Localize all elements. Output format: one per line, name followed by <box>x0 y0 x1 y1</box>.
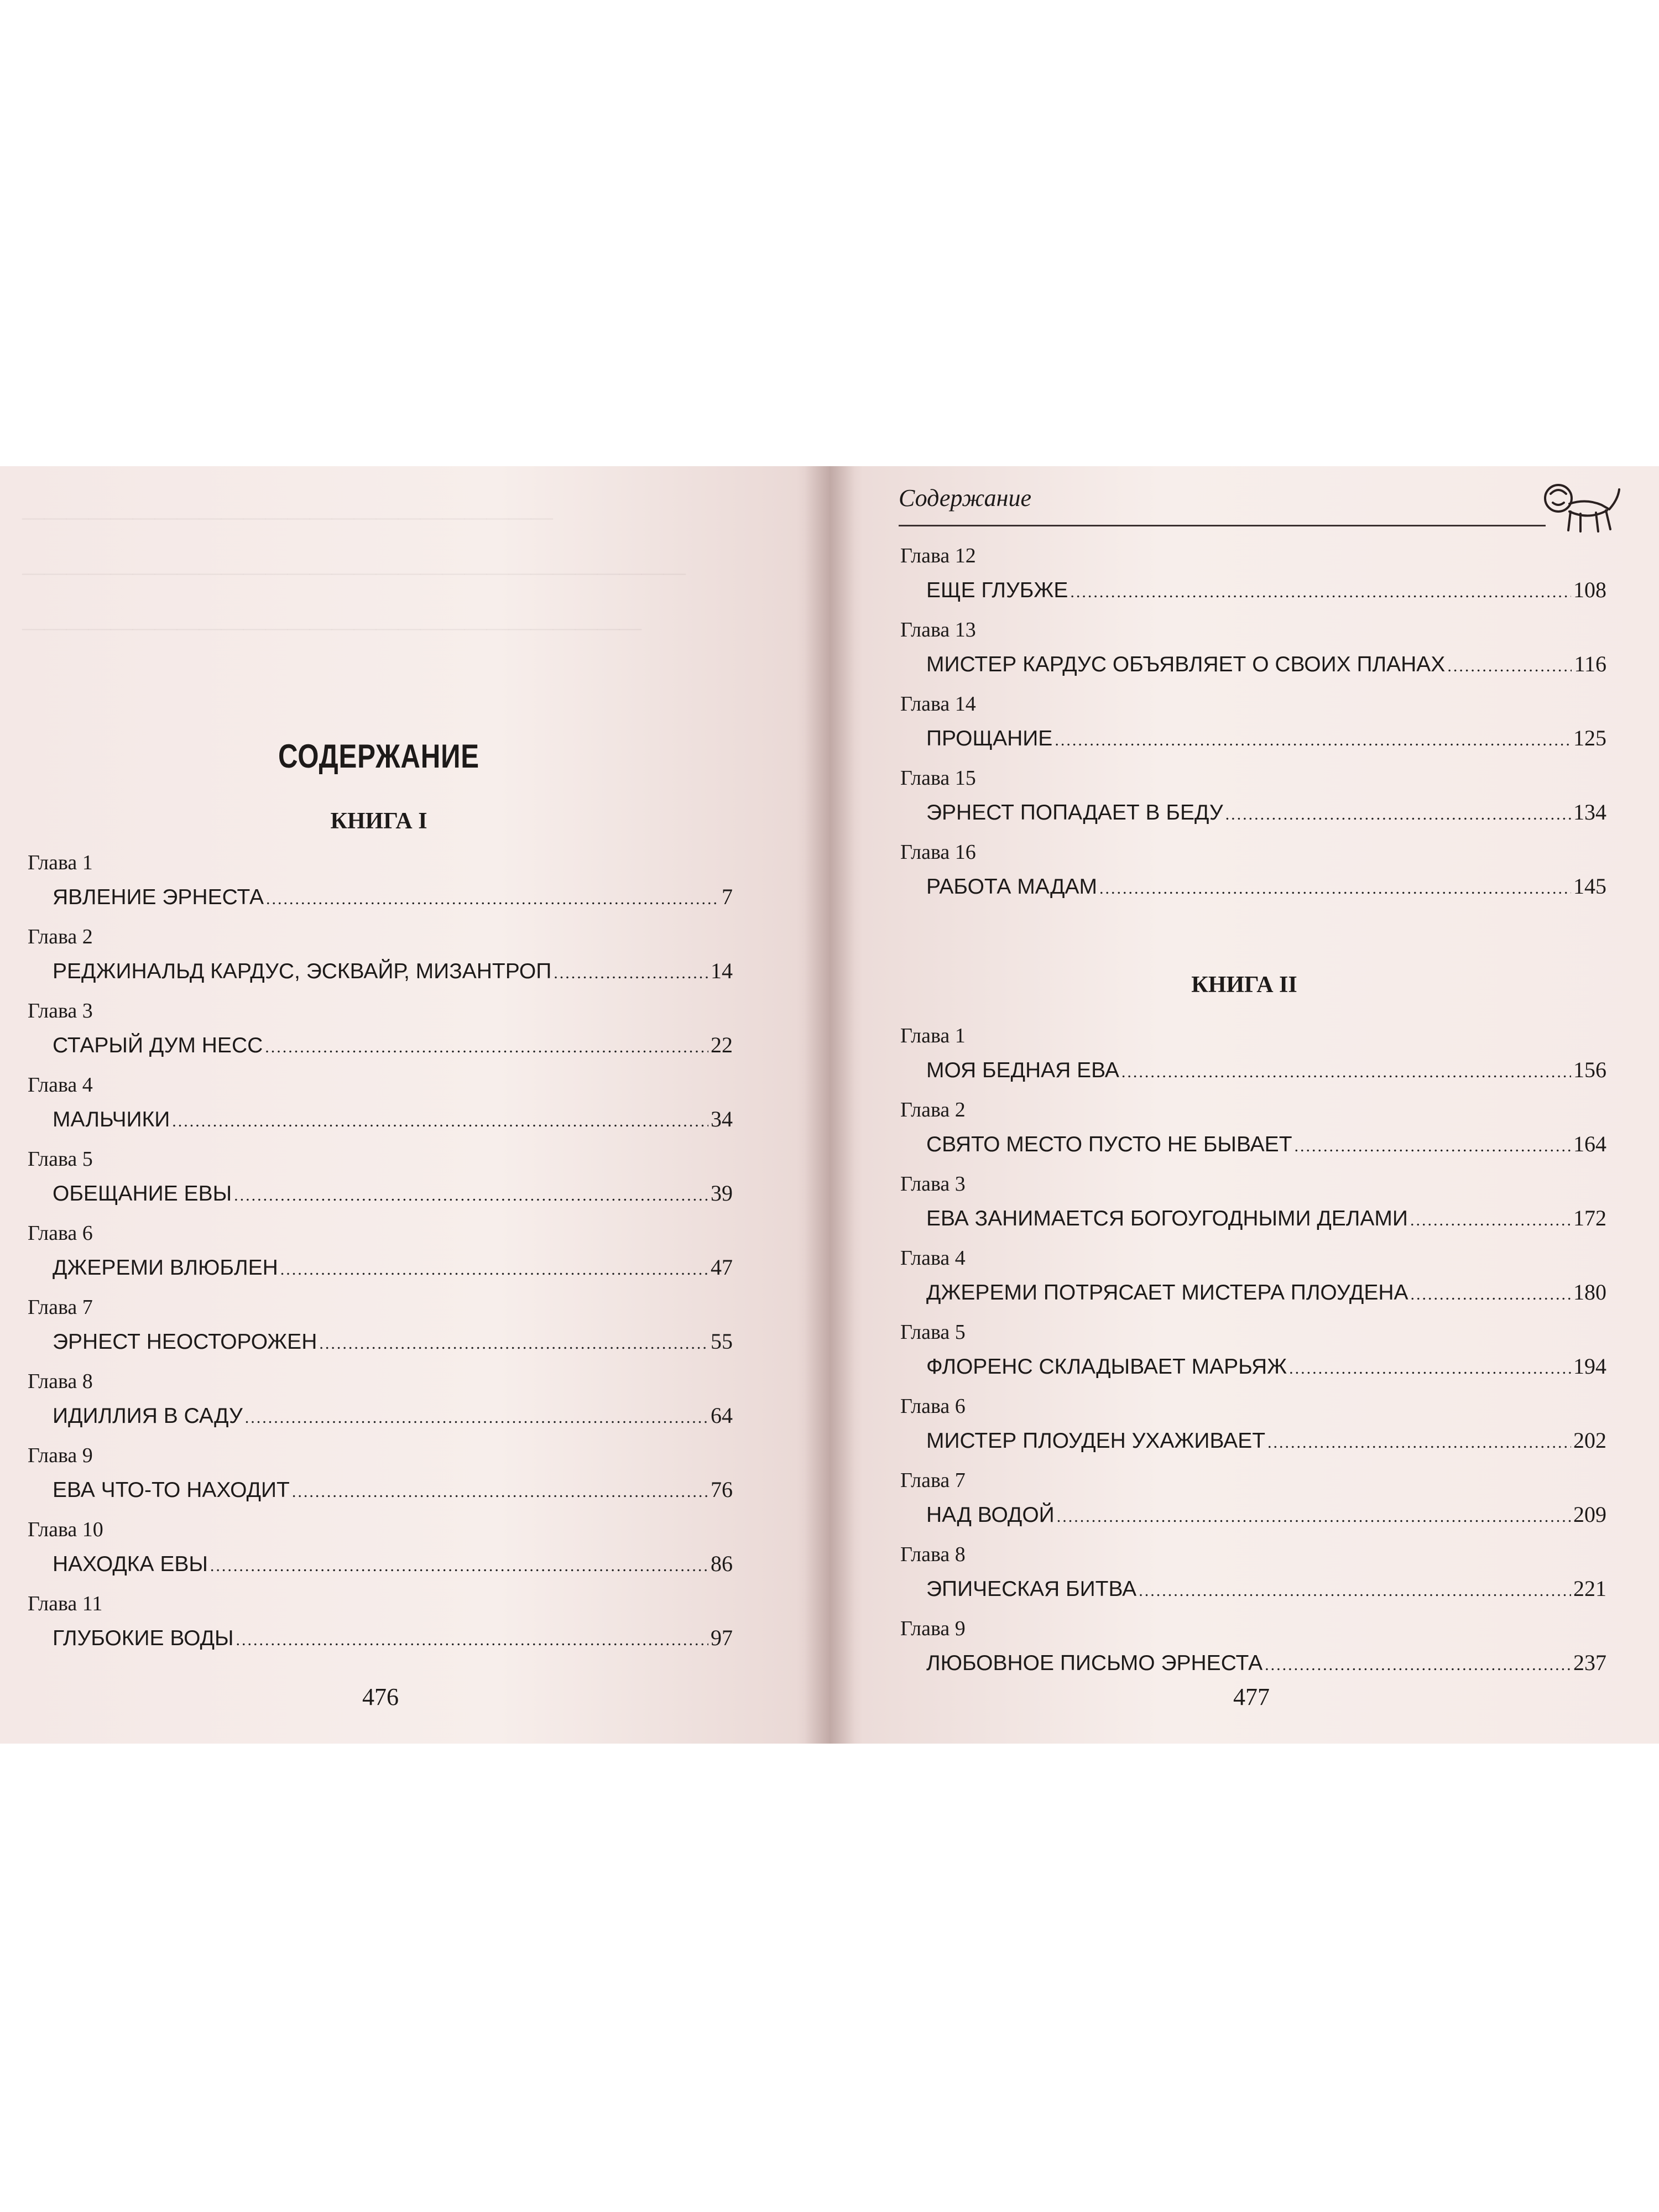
dot-leader <box>1295 1137 1571 1156</box>
dot-leader <box>266 890 719 909</box>
page-ref: 237 <box>1573 1650 1606 1675</box>
chapter-title: МИСТЕР ПЛОУДЕН УХАЖИВАЕТ <box>926 1429 1266 1453</box>
page-number-right: 477 <box>1233 1683 1270 1710</box>
chapter-label: Глава 3 <box>28 999 93 1022</box>
page-ref: 172 <box>1573 1206 1606 1230</box>
page-ref: 97 <box>711 1625 733 1650</box>
dot-leader <box>1267 1433 1571 1452</box>
book-heading: КНИГА I <box>330 808 427 834</box>
toc-entry <box>926 1205 1606 1231</box>
chapter-label: Глава 13 <box>900 618 976 641</box>
toc-entry <box>53 1180 733 1206</box>
dot-leader <box>292 1483 708 1501</box>
chapter-label: Глава 15 <box>900 766 976 790</box>
book-spread <box>0 466 1659 1744</box>
dot-leader <box>1057 1507 1571 1526</box>
page-ref: 164 <box>1573 1131 1606 1156</box>
dot-leader <box>1139 1582 1571 1600</box>
dot-leader <box>1411 1285 1571 1304</box>
page-ref: 22 <box>711 1032 733 1057</box>
dot-leader <box>1070 583 1571 602</box>
page-ref: 180 <box>1573 1280 1606 1305</box>
book-heading-2: КНИГА II <box>1191 972 1297 998</box>
chapter-label: Глава 11 <box>28 1592 103 1615</box>
page-ref: 145 <box>1573 874 1606 899</box>
chapter-label: Глава 4 <box>900 1246 966 1270</box>
dot-leader <box>1447 657 1572 676</box>
dot-leader <box>210 1557 708 1575</box>
page-ref: 194 <box>1573 1354 1606 1379</box>
chapter-title: ЭРНЕСТ НЕОСТОРОЖЕН <box>53 1330 317 1354</box>
toc-entry <box>926 725 1606 751</box>
toc-entry <box>926 1131 1606 1157</box>
page-ref: 55 <box>711 1329 733 1354</box>
chapter-title: НАД ВОДОЙ <box>926 1503 1055 1527</box>
toc-entry <box>926 873 1606 899</box>
chapter-title: ЛЮБОВНОЕ ПИСЬМО ЭРНЕСТА <box>926 1651 1263 1675</box>
chapter-title: ГЛУБОКИЕ ВОДЫ <box>53 1626 234 1650</box>
chapter-label: Глава 7 <box>900 1469 966 1492</box>
chapter-title: ПРОЩАНИЕ <box>926 727 1053 750</box>
page-ref: 86 <box>711 1551 733 1576</box>
chapter-label: Глава 6 <box>900 1395 966 1418</box>
page-ref: 39 <box>711 1181 733 1206</box>
chapter-title: СТАРЫЙ ДУМ НЕСС <box>53 1034 263 1057</box>
dot-leader <box>245 1408 708 1427</box>
chapter-label: Глава 9 <box>900 1617 966 1640</box>
toc-entry <box>926 1427 1606 1453</box>
dot-leader <box>1225 805 1571 824</box>
dot-leader <box>319 1334 708 1353</box>
running-head: Содержание <box>899 484 1032 512</box>
dot-leader <box>265 1038 708 1057</box>
toc-entry <box>53 958 733 984</box>
chapter-title: МАЛЬЧИКИ <box>53 1108 170 1131</box>
dot-leader <box>554 964 708 983</box>
chapter-title: ЭПИЧЕСКАЯ БИТВА <box>926 1577 1137 1601</box>
page-ref: 34 <box>711 1107 733 1131</box>
toc-entry <box>926 1057 1606 1083</box>
chapter-title: РАБОТА МАДАМ <box>926 875 1097 899</box>
dot-leader <box>234 1186 708 1205</box>
chapter-label: Глава 12 <box>900 544 976 567</box>
page-ref: 209 <box>1573 1502 1606 1527</box>
chapter-label: Глава 8 <box>900 1543 966 1566</box>
dot-leader <box>1121 1063 1571 1082</box>
chapter-label: Глава 3 <box>900 1172 966 1196</box>
dot-leader <box>236 1631 708 1650</box>
chapter-title: РЕДЖИНАЛЬД КАРДУС, ЭСКВАЙР, МИЗАНТРОП <box>53 959 552 983</box>
toc-entry <box>53 1402 733 1428</box>
chapter-title: ЕВА ЗАНИМАЕТСЯ БОГОУГОДНЫМИ ДЕЛАМИ <box>926 1207 1408 1230</box>
chapter-title: ЯВЛЕНИЕ ЭРНЕСТА <box>53 885 264 909</box>
toc-entry <box>926 1501 1606 1527</box>
toc-entry <box>926 1650 1606 1676</box>
chapter-label: Глава 4 <box>28 1073 93 1097</box>
chapter-label: Глава 16 <box>900 841 976 864</box>
toc-entry <box>926 577 1606 603</box>
dot-leader <box>1265 1656 1571 1674</box>
toc-entry <box>926 1353 1606 1379</box>
chapter-label: Глава 9 <box>28 1444 93 1467</box>
toc-entry <box>926 1279 1606 1305</box>
chapter-label: Глава 7 <box>28 1296 93 1319</box>
toc-entry <box>926 1575 1606 1601</box>
toc-entry <box>53 1625 733 1651</box>
dot-leader <box>172 1112 708 1131</box>
chapter-label: Глава 5 <box>28 1147 93 1171</box>
page-ref: 202 <box>1573 1428 1606 1453</box>
chapter-title: ОБЕЩАНИЕ ЕВЫ <box>53 1182 232 1206</box>
toc-entry <box>53 1551 733 1577</box>
chapter-label: Глава 2 <box>28 925 93 948</box>
gutter <box>805 466 854 1744</box>
chapter-label: Глава 1 <box>900 1024 966 1047</box>
chapter-title: ФЛОРЕНС СКЛАДЫВАЕТ МАРЬЯЖ <box>926 1355 1287 1379</box>
chapter-title: МОЯ БЕДНАЯ ЕВА <box>926 1058 1119 1082</box>
page-ref: 116 <box>1574 651 1606 676</box>
page-ref: 14 <box>711 958 733 983</box>
page-ref: 108 <box>1573 577 1606 602</box>
chapter-title: СВЯТО МЕСТО ПУСТО НЕ БЫВАЕТ <box>926 1133 1292 1156</box>
page-ref: 221 <box>1573 1576 1606 1601</box>
page-number: 476 <box>362 1683 399 1710</box>
dot-leader <box>280 1260 708 1279</box>
chapter-title: МИСТЕР КАРДУС ОБЪЯВЛЯЕТ О СВОИХ ПЛАНАХ <box>926 653 1446 676</box>
dot-leader <box>1410 1211 1571 1230</box>
chapter-title: ДЖЕРЕМИ ПОТРЯСАЕТ МИСТЕРА ПЛОУДЕНА <box>926 1281 1408 1305</box>
chapter-label: Глава 1 <box>28 851 93 874</box>
dot-leader <box>1055 731 1571 750</box>
chapter-title: ИДИЛЛИЯ В САДУ <box>53 1404 243 1428</box>
chapter-label: Глава 6 <box>28 1222 93 1245</box>
header-rule <box>899 525 1546 526</box>
chapter-label: Глава 2 <box>900 1098 966 1121</box>
toc-entry <box>53 1254 733 1280</box>
lion-icon <box>1536 477 1625 538</box>
toc-entry <box>53 884 733 910</box>
page-ref: 47 <box>711 1255 733 1280</box>
toc-entry <box>53 1477 733 1503</box>
page-ref: 7 <box>722 884 733 909</box>
page-ref: 125 <box>1573 726 1606 750</box>
chapter-title: ДЖЕРЕМИ ВЛЮБЛЕН <box>53 1256 278 1280</box>
toc-entry <box>53 1106 733 1132</box>
toc-entry <box>53 1032 733 1058</box>
left-page: ———————————————————————— —————————————————————————————— ———————————————————————————— СОДЕРЖАНИЕ КНИГА I Глава 1 ЯВЛЕНИЕ ЭРНЕСТА ..... 7 Глава 2 РЕДЖИНАЛЬД КАРДУС, ЭСКВАЙР, МИЗАНТРОП ..... 14 Глава 3 СТАРЫЙ ДУМ НЕСС ..... 22 Глава 4 МАЛЬЧИКИ ..... 34 Глава 5 ОБЕЩАНИЕ ЕВЫ ..... 39 Глава 6 ДЖЕРЕМИ ВЛЮБЛЕН ..... 47 Глава 7 ЭРНЕСТ НЕОСТОРОЖЕН ..... 55 Глава 8 ИДИЛЛИЯ В САДУ ..... 64 Глава 9 ЕВА ЧТО-ТО НАХОДИТ ..... 76 Глава 10 НАХОДКА ЕВЫ ..... 86 Глава 11 ГЛУБОКИЕ ВОДЫ ..... 97 476 <box>0 466 830 1744</box>
page-ref: 64 <box>711 1403 733 1428</box>
toc-entry <box>926 651 1606 677</box>
dot-leader <box>1099 879 1571 898</box>
page-ref: 156 <box>1573 1057 1606 1082</box>
toc-title: СОДЕРЖАНИЕ <box>278 738 479 775</box>
toc-entry <box>926 799 1606 825</box>
page-ref: 76 <box>711 1477 733 1502</box>
chapter-title: ЕЩЕ ГЛУБЖЕ <box>926 578 1068 602</box>
page-ref: 134 <box>1573 800 1606 825</box>
dot-leader <box>1289 1359 1571 1378</box>
chapter-title: ЕВА ЧТО-ТО НАХОДИТ <box>53 1478 290 1502</box>
chapter-label: Глава 14 <box>900 692 976 716</box>
chapter-label: Глава 8 <box>28 1370 93 1393</box>
chapter-title: НАХОДКА ЕВЫ <box>53 1552 208 1576</box>
toc-entry <box>53 1328 733 1354</box>
chapter-label: Глава 10 <box>28 1518 103 1541</box>
chapter-title: ЭРНЕСТ ПОПАДАЕТ В БЕДУ <box>926 801 1223 825</box>
chapter-label: Глава 5 <box>900 1321 966 1344</box>
